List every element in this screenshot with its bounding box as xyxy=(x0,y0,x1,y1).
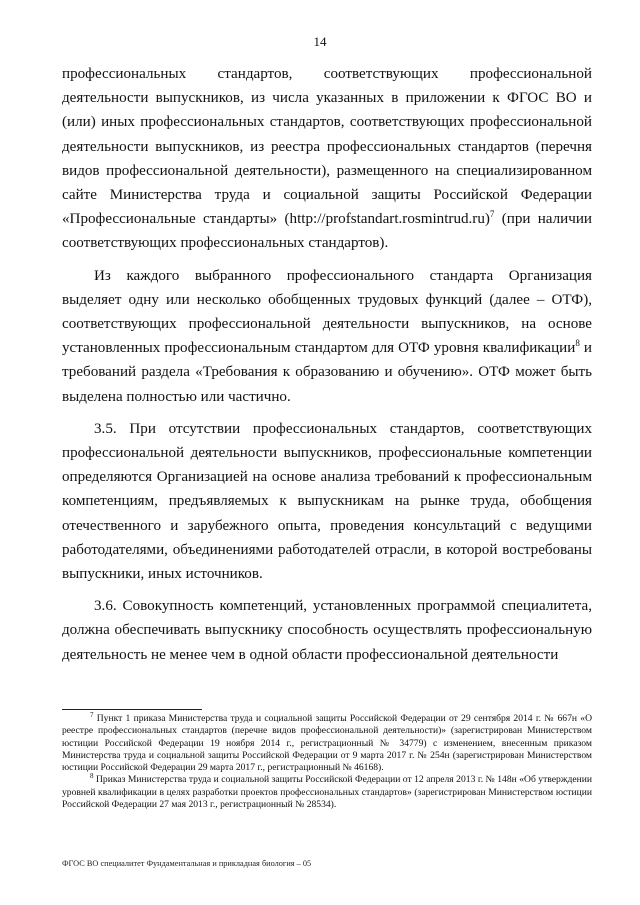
paragraph-continuation xyxy=(62,62,592,256)
footnote-7 xyxy=(62,710,592,774)
footnote-mark: 7 xyxy=(90,710,94,719)
paragraph-3-5: 3.5. При отсутствии профессиональных стандартов, соответствующих профессиональной деятельности выпускников, профессиональные компетенции определяются Организацией на основе анализа требований к профессиональным компетенциям, предъявляемых к выпускникам на рынке труда, обобщения отечественного и зарубежного опыта, проведения консультаций с ведущими работодателями, объединениями работодателей отрасли, в которой востребованы выпускники, иных источников. xyxy=(62,420,592,583)
paragraph-text: Из каждого выбранного профессионального стандарта Организация выделяет одну или несколько обобщенных трудовых функций (далее – ОТФ), соответствующих профессиональной деятельности выпускников, на основе установленных профессиональным стандартом для ОТФ уровня квалификации xyxy=(62,267,592,357)
page-number: 14 xyxy=(313,34,327,49)
footnotes xyxy=(62,710,592,811)
footnote-ref-8: 8 xyxy=(575,338,580,349)
footnote-divider xyxy=(62,709,202,710)
body-text xyxy=(62,62,592,675)
page-footer: ФГОС ВО специалитет Фундаментальная и прикладная биология – 05 xyxy=(62,859,312,868)
paragraph-text-after: и требований раздела «Требования к образованию и обучению». ОТФ может быть выделена полностью или частично. xyxy=(62,340,592,405)
footnote-text: Приказ Министерства труда и социальной защиты Российской Федерации от 12 апреля 2013 г. № 148н «Об утверждении уровней квалификации в целях разработки проектов профессиональных стандартов» (зарегистрирован Министерством юстиции Российской Федерации 27 мая 2013 г., регистрационный № 28534). xyxy=(62,774,592,811)
footnote-mark: 8 xyxy=(90,772,94,781)
paragraph-3-6: 3.6. Совокупность компетенций, установленных программой специалитета, должна обеспечивать выпускнику способность осуществлять профессиональную деятельность не менее чем в одной области профессиональной деятельности xyxy=(62,598,592,663)
footnote-text: Пункт 1 приказа Министерства труда и социальной защиты Российской Федерации от 29 сентября 2014 г. № 667н «О реестре профессиональных стандартов (перечне видов профессиональной деятельности)» (зарегистрирован Министерством юстиции Российской Федерации 19 ноября 2014 г., регистрационный № 34779) с изменением, внесенным приказом Министерства труда и социальной защиты Российской Федерации от 9 марта 2017 г. № 254н (зарегистрирован Министерством юстиции Российской Федерации 29 марта 2017 г., регистрационный № 46168). xyxy=(62,713,592,774)
paragraph-text: профессиональных стандартов, соответствующих профессиональной деятельности выпускников, из числа указанных в приложении к ФГОС ВО и (или) иных профессиональных стандартов, соответствующих профессиональной деятельности выпускников, из реестра профессиональных стандартов (перечня видов профессиональной деятельности), размещенного на специализированном сайте Министерства труда и социальной защиты Российской Федерации «Профессиональные стандарты» (http://profstandart.rosmintrud.ru) xyxy=(62,66,592,228)
paragraph-otf xyxy=(62,264,592,409)
paragraph-text-after: (при наличии соответствующих профессиональных стандартов). xyxy=(62,211,592,252)
footnote-8 xyxy=(62,774,592,811)
footnote-ref-7: 7 xyxy=(489,209,495,220)
